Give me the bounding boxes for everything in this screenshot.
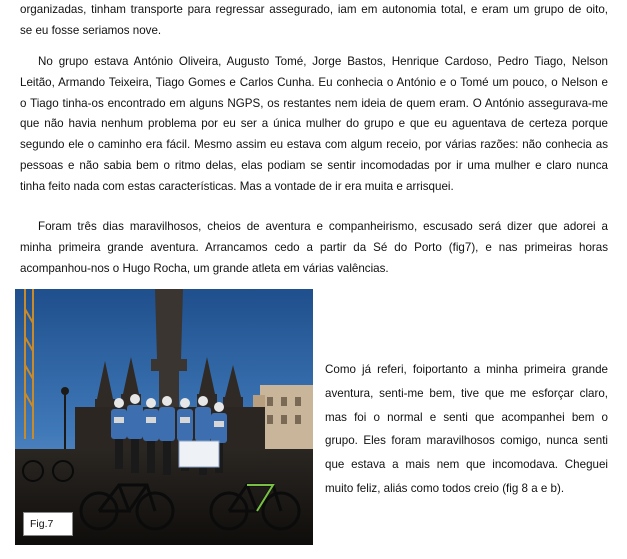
text-line: minha primeira grande aventura. Arrancamos cedo a partir da Sé do Porto (fig7), e nas primeiras horas <box>20 240 608 254</box>
text-line: se eu fosse seriamos nove. <box>20 23 162 37</box>
group-photo-illustration <box>15 289 313 545</box>
figure-caption: Fig.7 <box>23 512 73 536</box>
text-line: tinha feito nada com estas características. Mas a vontade de ir era muita e arrisquei. <box>20 179 454 193</box>
text-line: organizadas, tinham transporte para regressar assegurado, iam em autonomia total, e eram um grupo de oito, <box>20 3 608 16</box>
paragraph-3 <box>20 217 608 279</box>
text-line: que não havia nenhum problema por eu ser a única mulher do grupo e que eu aguentava de certeza porque <box>20 117 608 131</box>
text-line: Como já referi, foiportanto a minha primeira grande <box>325 363 608 376</box>
text-line: que estava a mais nem que incomodava. Cheguei <box>325 458 608 472</box>
paragraph-2 <box>20 52 608 198</box>
text-line: grupo. Eles foram maravilhosos comigo, nunca senti <box>325 434 608 448</box>
side-paragraph <box>325 358 608 501</box>
text-line: pessoas e não sabia bem o ritmo delas, elas podiam se sentir incomodadas por ir uma mulher e claro nunca <box>20 158 608 172</box>
text-line: No grupo estava António Oliveira, Augusto Tomé, Jorge Bastos, Henrique Cardoso, Pedro Tiago, Nelson <box>38 55 608 68</box>
text-line: aventura, senti-me bem, tive que me esforçar claro, <box>325 386 608 400</box>
text-line: segundo ele o caminho era fácil. Mesmo assim eu estava com algum receio, por várias razões: não conhecia as <box>20 138 608 152</box>
text-line: acompanhou-nos o Hugo Rocha, um grande atleta em várias valências. <box>20 261 389 275</box>
text-line: muito feliz, aliás como todos creio (fig 8 a e b). <box>325 481 565 495</box>
text-line: Leitão, Armando Teixeira, Tiago Gomes e Carlos Cunha. Eu conhecia o António e o Tomé um pouco, o Nelson e <box>20 75 608 89</box>
text-line: o Tiago tinha-os encontrado em alguns NGPS, os restantes nem ideia de quem eram. O António assegurava-me <box>20 96 608 110</box>
paragraph-1 <box>20 0 608 42</box>
text-line: Foram três dias maravilhosos, cheios de aventura e companheirismo, escusado será dizer que adorei a <box>38 220 608 233</box>
text-line: mas foi o normal e senti que acompanhei bem o <box>325 410 608 424</box>
figure-7-photo <box>15 289 313 545</box>
